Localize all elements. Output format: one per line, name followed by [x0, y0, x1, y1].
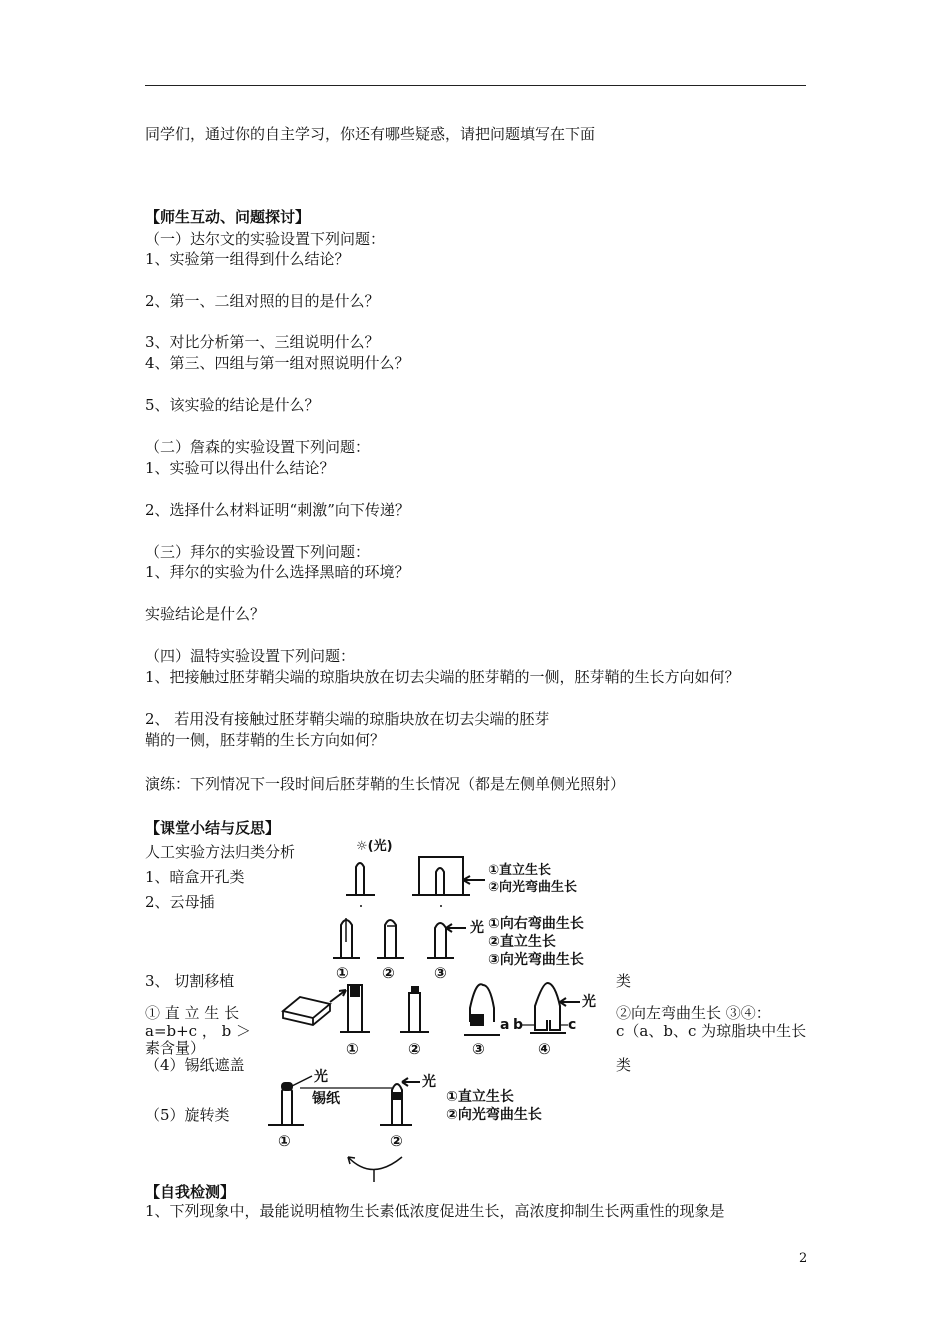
light-sun-label: ☼(光): [356, 839, 393, 854]
row1-label-2: ②向光弯曲生长: [488, 880, 578, 895]
seedling-1a: [356, 863, 364, 895]
part1-question-1: 1、实验第一组得到什么结论？: [145, 250, 350, 268]
shaded-tip-3b: [411, 986, 419, 992]
summary-cat5: （5）旋转类: [145, 1106, 230, 1124]
row2-label-2: ②直立生长: [488, 934, 556, 950]
part2-question-1: 1、实验可以得出什么结论？: [145, 459, 335, 477]
row4-num-1: ①: [278, 1132, 291, 1150]
exercise-text: 演练：下列情况下一段时间后胚芽鞘的生长情况（都是左侧单侧光照射）: [145, 775, 626, 793]
selftest-question-1: 1、下列现象中，最能说明植物生长素低浓度促进生长，高浓度抑制生长两重性的现象是: [145, 1202, 725, 1220]
dark-box: [419, 857, 463, 895]
row3-num-2: ②: [408, 1040, 421, 1058]
row5-label-2: ②向光弯曲生长: [446, 1107, 542, 1123]
row1-label-1: ①直立生长: [488, 863, 552, 878]
row3-light-label: 光: [582, 994, 596, 1010]
summary-cat4-left: （4）锡纸遮盖: [145, 1056, 245, 1074]
shaded-tip-3a: [350, 985, 360, 997]
summary-cat1: 1、暗盒开孔类: [145, 868, 245, 886]
row4-light-label-1: 光: [314, 1069, 328, 1085]
row4-foil-label: 锡纸: [312, 1091, 340, 1107]
row2-label-3: ③向光弯曲生长: [488, 952, 584, 968]
seedling-2c: [435, 923, 446, 958]
part3-question-1: 1、拜尔的实验为什么选择黑暗的环境？: [145, 563, 410, 581]
foil-cap-4a: [281, 1082, 293, 1091]
part3-title: （三）拜尔的实验设置下列问题：: [145, 543, 371, 561]
summary-row-left2: a=b+c ， b ＞: [145, 1022, 251, 1040]
section-heading-interaction: 【师生互动、问题探讨】: [145, 208, 311, 226]
row2-label-1: ①向右弯曲生长: [488, 916, 584, 932]
summary-line0: 人工实验方法归类分析: [145, 843, 296, 861]
seedling-4a: [282, 1086, 292, 1125]
row4-num-2: ②: [390, 1132, 403, 1150]
page-number: 2: [799, 1251, 808, 1266]
section-heading-selftest: 【自我检测】: [145, 1183, 236, 1201]
part1-title: （一）达尔文的实验设置下列问题：: [145, 230, 386, 248]
intro-text: 同学们，通过你的自主学习，你还有哪些疑惑，请把问题填写在下面: [145, 125, 596, 143]
part1-question-3: 3、对比分析第一、三组说明什么？: [145, 333, 380, 351]
summary-row-right2: c（a、b、c 为琼脂块中生长: [616, 1022, 807, 1040]
row3-label-c: c: [568, 1017, 577, 1033]
arrow-line-4a: [292, 1076, 312, 1086]
part2-question-2: 2、选择什么材料证明“刺激”向下传递？: [145, 501, 410, 519]
part4-question-1: 1、把接触过胚芽鞘尖端的琼脂块放在切去尖端的胚芽鞘的一侧，胚芽鞘的生长方向如何？: [145, 668, 740, 686]
row2-num-2: ②: [382, 964, 395, 982]
row3-num-1: ①: [346, 1040, 359, 1058]
rotation-arc: [348, 1157, 402, 1170]
part3-question-2: 实验结论是什么？: [145, 605, 266, 623]
part1-question-5: 5、该实验的结论是什么？: [145, 396, 320, 414]
agar-block-tray: [283, 997, 330, 1025]
summary-row-left1: ① 直 立 生 长: [145, 1004, 240, 1022]
summary-cat3-right: 类: [616, 972, 632, 990]
row5-label-1: ①直立生长: [446, 1089, 514, 1105]
seedling-1b: [436, 868, 444, 895]
row2-num-1: ①: [336, 964, 349, 982]
part4-title: （四）温特实验设置下列问题：: [145, 647, 356, 665]
foil-band-4b: [392, 1092, 402, 1100]
summary-cat2: 2、云母插: [145, 893, 215, 911]
seedling-4b: [392, 1084, 402, 1125]
part1-question-4: 4、第三、四组与第一组对照说明什么？: [145, 354, 410, 372]
row4-light-label-2: 光: [422, 1074, 436, 1090]
part1-question-2: 2、第一、二组对照的目的是什么？: [145, 292, 380, 310]
part2-title: （二）詹森的实验设置下列问题：: [145, 438, 371, 456]
row3-label-b: b: [513, 1017, 524, 1033]
agar-blocks-3d: [535, 1020, 560, 1030]
row3-label-a: a: [500, 1017, 510, 1033]
part4-question-2a: 2、 若用没有接触过胚芽鞘尖端的琼脂块放在切去尖端的胚芽: [145, 710, 550, 728]
row2-light-label: 光: [470, 920, 484, 936]
row2-num-3: ③: [434, 964, 447, 982]
summary-cat4-right: 类: [616, 1056, 632, 1074]
row3-num-4: ④: [538, 1040, 551, 1058]
part4-question-2b: 鞘的一侧，胚芽鞘的生长方向如何？: [145, 731, 386, 749]
summary-row-left3: 素含量）: [145, 1039, 206, 1057]
summary-cat3-left: 3、 切割移植: [145, 972, 235, 990]
summary-row-right1: ②向左弯曲生长 ③④：: [616, 1004, 771, 1022]
coleoptile-tip-3d: [535, 983, 560, 1020]
seedling-3b: [409, 993, 420, 1032]
section-heading-summary: 【课堂小结与反思】: [145, 819, 281, 837]
shaded-base-3c: [470, 1014, 484, 1026]
row3-num-3: ③: [472, 1040, 485, 1058]
